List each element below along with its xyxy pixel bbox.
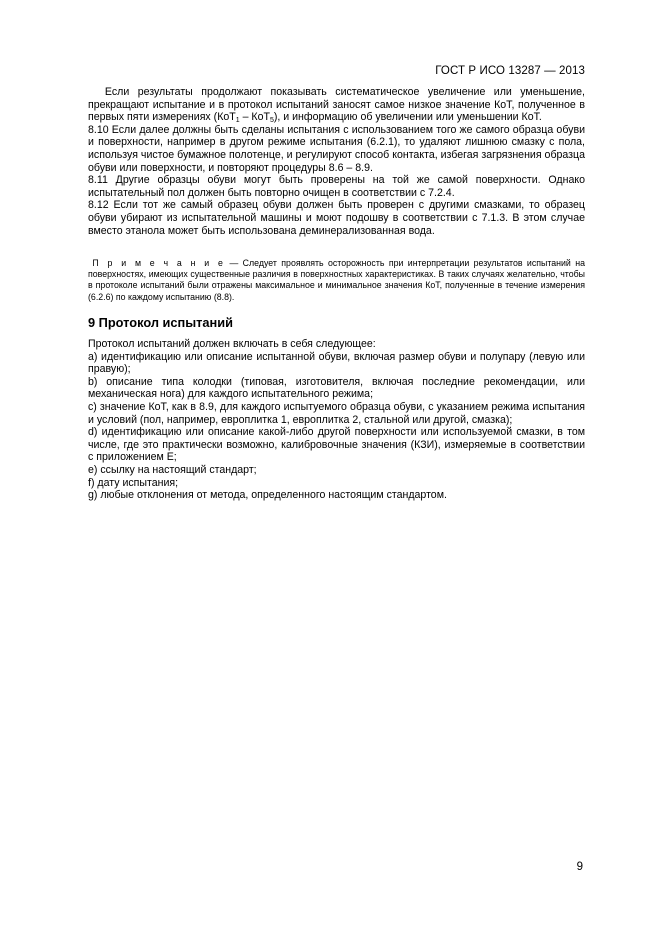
note-text: — Следует проявлять осторожность при интерпретации результатов испытаний на поверхностях, имеющих существенные различия в поверхностных характеристиках. В таких случаях желательно, чтобы в протоколе испытаний были отражены максимальное и минимальное значения КоТ, полученные в течение измерения (6.2.6) по каждому испытанию (8.8). (88, 258, 585, 302)
paragraph-text: – КоТ (239, 111, 270, 124)
document-header: ГОСТ Р ИСО 13287 — 2013 (435, 65, 585, 77)
section-intro: Протокол испытаний должен включать в себя следующее: (88, 338, 376, 350)
section-title: 9 Протокол испытаний (88, 315, 234, 330)
subscript: 1 (235, 117, 240, 125)
section-body (88, 338, 585, 502)
list-item: а) идентификацию или описание испытанной обуви, включая размер обуви и полупару (левую или правую); (88, 350, 585, 376)
list-item: g) любые отклонения от метода, определенного настоящим стандартом. (88, 489, 447, 502)
page-number: 9 (576, 861, 583, 873)
paragraph-text: ), и информацию об увеличении или уменьшении КоТ. (273, 111, 542, 124)
note-label: П р и м е ч а н и е (92, 258, 226, 268)
list-item: d) идентификацию или описание какой-либо другой поверхности или используемой смазки, в том числе, где это практически возможно, калибровочные значения (КЗИ), измеряемые в соответствии с приложением Е; (88, 426, 585, 464)
paragraph (88, 86, 585, 124)
note (88, 258, 585, 303)
paragraph-8-10: 8.10 Если далее должны быть сделаны испытания с использованием того же самого образца обуви и поверхности, например в другом режиме испытания (6.2.1), то удаляют лишнюю смазку с пола, используя чистое бумажное полотенце, и регулируют способ контакта, избегая загрязнения образца обуви или поверхности, и повторяют процедуры 8.6 – 8.9. (88, 123, 585, 174)
list-item: e) ссылку на настоящий стандарт; (88, 463, 257, 476)
paragraph-text: Если результаты продолжают показывать систематическое увеличение или уменьшение, прекращают испытание и в протокол испытаний заносят самое низкое значение КоТ, полученное в первых пяти измерениях (КоТ (88, 86, 585, 124)
paragraph-8-11: 8.11 Другие образцы обуви могут быть проверены на той же самой поверхности. Однако испытательный пол должен быть повторно очищен в соответствии с 7.2.4. (88, 174, 585, 199)
paragraph-8-12: 8.12 Если тот же самый образец обуви должен быть проверен с другими смазками, то образец обуви убирают из испытательной машины и моют подошву в соответствии с 7.1.3. В этом случае вместо этанола может быть использована деминерализованная вода. (88, 199, 585, 237)
subscript: 5 (269, 117, 274, 125)
list-item: f) дату испытания; (88, 476, 179, 489)
list-item: c) значение КоТ, как в 8.9, для каждого испытуемого образца обуви, с указанием режима испытания и условий (пол, например, европлитка 1, европлитка 2, стальной или другой, смазка); (88, 400, 585, 426)
list-item: b) описание типа колодки (типовая, изготовителя, включая последние рекомендации, или механическая нога) для каждого испытательного режима; (88, 375, 585, 401)
body-text (88, 86, 585, 237)
